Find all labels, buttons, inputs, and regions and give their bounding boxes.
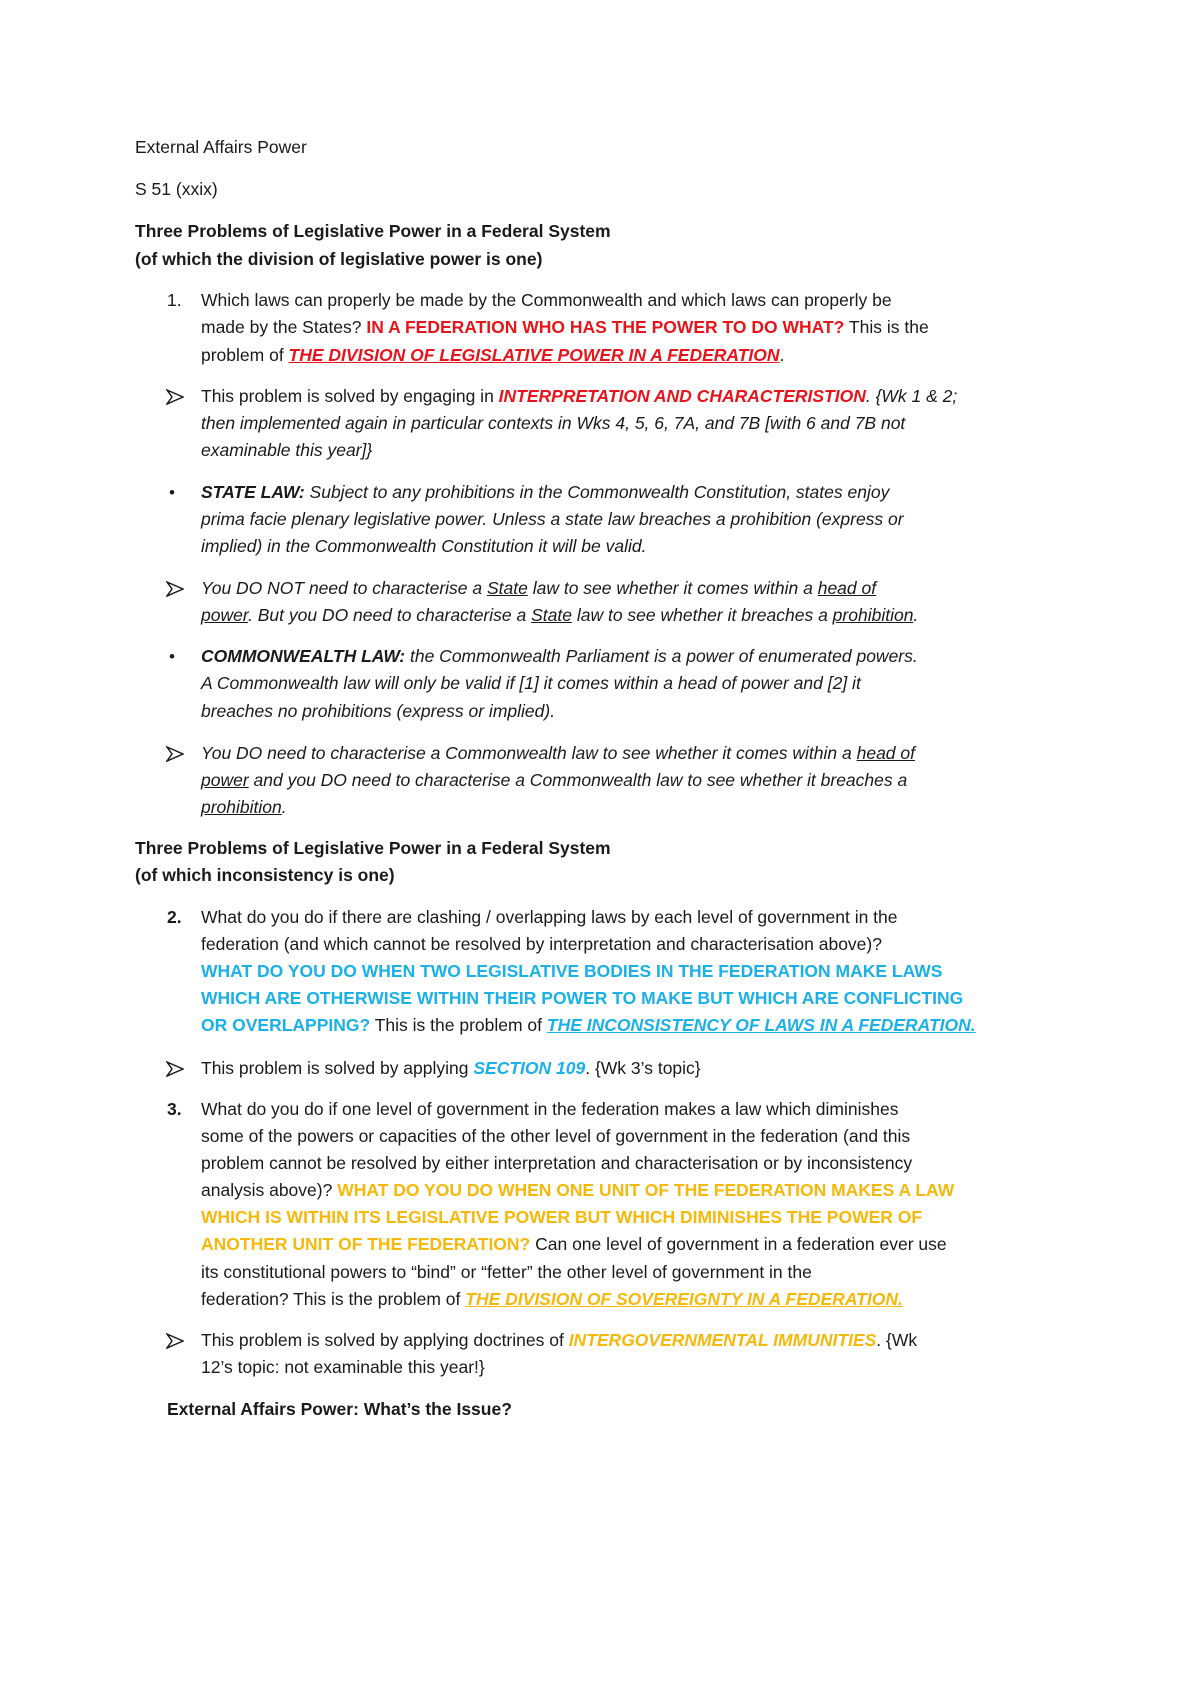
- heading-2-line-2: (of which inconsistency is one): [135, 865, 395, 885]
- item-3-line-8: federation? This is the problem of THE DIVISION OF SOVEREIGNTY IN A FEDERATION.: [201, 1289, 903, 1309]
- bullet-dot: •: [169, 483, 175, 502]
- arrow-bullet-icon: [166, 389, 184, 405]
- arrow-1-line-3: examinable this year]}: [201, 440, 373, 460]
- item-1-line-3: problem of THE DIVISION OF LEGISLATIVE POWER IN A FEDERATION.: [201, 345, 785, 365]
- heading-1-line-1: Three Problems of Legislative Power in a Federal System: [135, 221, 611, 241]
- item-2-number: 2.: [167, 907, 182, 927]
- item-2-line-3: WHAT DO YOU DO WHEN TWO LEGISLATIVE BODIES IN THE FEDERATION MAKE LAWS: [201, 961, 943, 981]
- arrow-4-line-1: This problem is solved by applying SECTION 109. {Wk 3’s topic}: [201, 1058, 701, 1078]
- item-3-line-3: problem cannot be resolved by either interpretation and characterisation or by inconsistency: [201, 1153, 913, 1173]
- arrow-2-line-2: power. But you DO need to characterise a State law to see whether it breaches a prohibition.: [201, 605, 919, 625]
- bullet-2-line-3: breaches no prohibitions (express or implied).: [201, 701, 556, 721]
- item-3-line-6: ANOTHER UNIT OF THE FEDERATION? Can one level of government in a federation ever use: [201, 1234, 947, 1254]
- item-2-line-4: WHICH ARE OTHERWISE WITHIN THEIR POWER TO MAKE BUT WHICH ARE CONFLICTING: [201, 988, 964, 1008]
- item-3-line-7: its constitutional powers to “bind” or “fetter” the other level of government in the: [201, 1262, 812, 1282]
- item-3-line-4: analysis above)? WHAT DO YOU DO WHEN ONE UNIT OF THE FEDERATION MAKES A LAW: [201, 1180, 955, 1200]
- item-2-line-1: What do you do if there are clashing / overlapping laws by each level of government in the: [201, 907, 898, 927]
- item-2-line-2: federation (and which cannot be resolved by interpretation and characterisation above)?: [201, 934, 882, 954]
- item-1-line-2: made by the States? IN A FEDERATION WHO HAS THE POWER TO DO WHAT? This is the: [201, 317, 929, 337]
- item-3-number: 3.: [167, 1099, 182, 1119]
- item-1-number: 1.: [167, 290, 182, 310]
- item-3-line-1: What do you do if one level of government in the federation makes a law which diminishes: [201, 1099, 899, 1119]
- section-reference: S 51 (xxix): [135, 179, 218, 199]
- arrow-3-line-3: prohibition.: [201, 797, 287, 817]
- subheading: External Affairs Power: What’s the Issue?: [167, 1399, 512, 1419]
- heading-1-line-2: (of which the division of legislative power is one): [135, 249, 543, 269]
- arrow-bullet-icon: [166, 1061, 184, 1077]
- arrow-2-line-1: You DO NOT need to characterise a State law to see whether it comes within a head of: [201, 578, 877, 598]
- arrow-bullet-icon: [166, 1333, 184, 1349]
- item-1-line-1: Which laws can properly be made by the Commonwealth and which laws can properly be: [201, 290, 892, 310]
- arrow-3-line-1: You DO need to characterise a Commonwealth law to see whether it comes within a head of: [201, 743, 915, 763]
- item-3-line-5: WHICH IS WITHIN ITS LEGISLATIVE POWER BUT WHICH DIMINISHES THE POWER OF: [201, 1207, 923, 1227]
- arrow-5-line-1: This problem is solved by applying doctrines of INTERGOVERNMENTAL IMMUNITIES. {Wk: [201, 1330, 918, 1350]
- arrow-bullet-icon: [166, 581, 184, 597]
- bullet-dot: •: [169, 647, 175, 666]
- arrow-3-line-2: power and you DO need to characterise a Commonwealth law to see whether it breaches a: [201, 770, 908, 790]
- arrow-1-line-1: This problem is solved by engaging in INTERPRETATION AND CHARACTERISTION. {Wk 1 & 2;: [201, 386, 958, 406]
- bullet-1-line-3: implied) in the Commonwealth Constitution it will be valid.: [201, 536, 647, 556]
- item-3-line-2: some of the powers or capacities of the other level of government in the federation (and this: [201, 1126, 911, 1146]
- arrow-1-line-2: then implemented again in particular contexts in Wks 4, 5, 6, 7A, and 7B [with 6 and 7B not: [201, 413, 906, 433]
- heading-2-line-1: Three Problems of Legislative Power in a Federal System: [135, 838, 611, 858]
- arrow-bullet-icon: [166, 746, 184, 762]
- document-title: External Affairs Power: [135, 137, 307, 157]
- bullet-2-line-1: COMMONWEALTH LAW: the Commonwealth Parliament is a power of enumerated powers.: [201, 646, 918, 666]
- bullet-2-line-2: A Commonwealth law will only be valid if [1] it comes within a head of power and [2] it: [201, 673, 861, 693]
- arrow-5-line-2: 12’s topic: not examinable this year!}: [201, 1357, 485, 1377]
- bullet-1-line-1: STATE LAW: Subject to any prohibitions in the Commonwealth Constitution, states enjoy: [201, 482, 890, 502]
- bullet-1-line-2: prima facie plenary legislative power. Unless a state law breaches a prohibition (express or: [201, 509, 904, 529]
- item-2-line-5: OR OVERLAPPING? This is the problem of THE INCONSISTENCY OF LAWS IN A FEDERATION.: [201, 1015, 976, 1035]
